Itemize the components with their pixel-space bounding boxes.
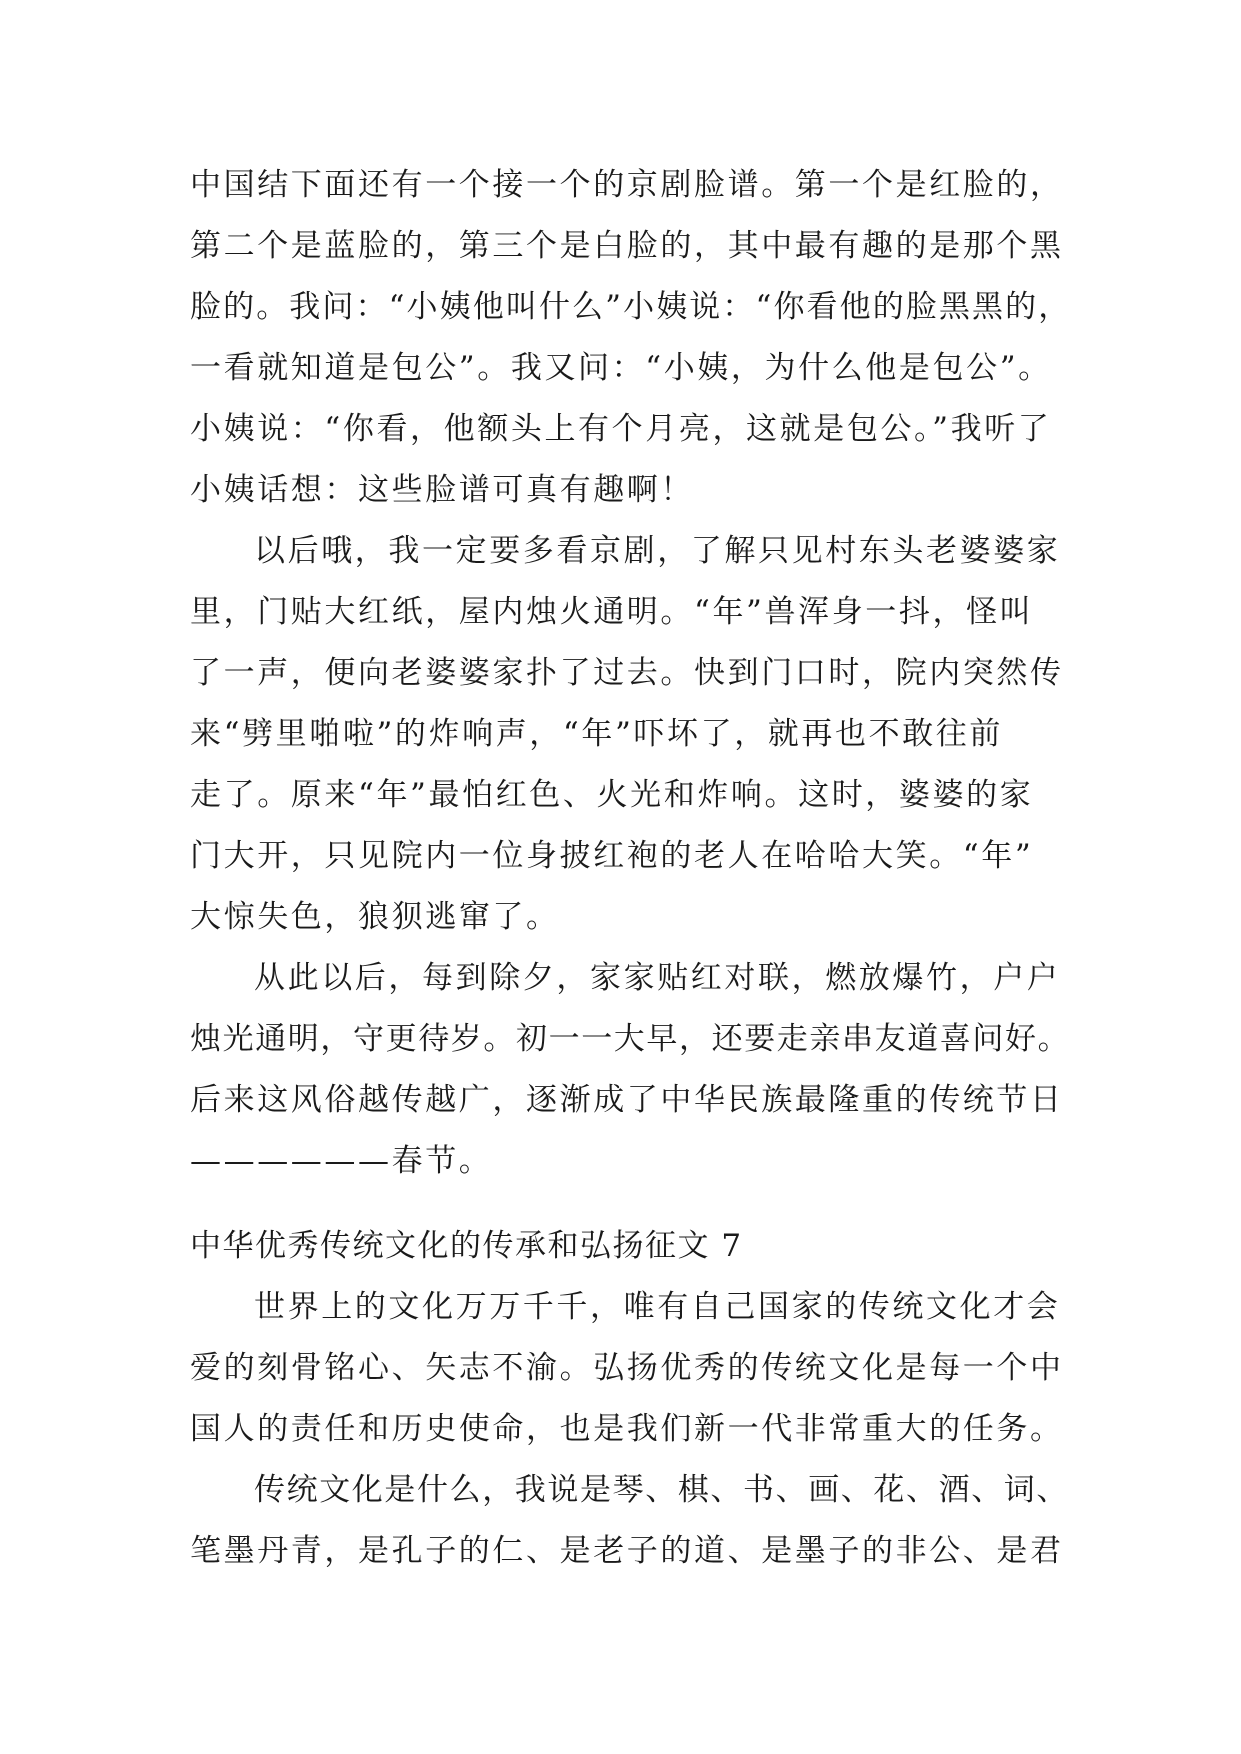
text-line: 了一声，便向老婆婆家扑了过去。快到门口时，院内突然传: [190, 655, 1064, 691]
paragraph-nian-beast: [190, 521, 1070, 948]
paragraph-traditional-culture: [190, 1460, 1070, 1582]
text-line: 走了。原来“年”最怕红色、火光和炸响。这时，婆婆的家: [190, 777, 1034, 813]
essay-heading: [190, 1216, 1070, 1277]
text-line: 从此以后，每到除夕，家家贴红对联，燃放爆竹，户户: [254, 960, 1061, 996]
text-line: 中国结下面还有一个接一个的京剧脸谱。第一个是红脸的，: [190, 167, 1064, 203]
paragraph-face-masks: [190, 155, 1070, 521]
text-line: 第二个是蓝脸的，第三个是白脸的，其中最有趣的是那个黑: [190, 228, 1064, 264]
paragraph-spring-festival: [190, 948, 1070, 1192]
text-line: 笔墨丹青，是孔子的仁、是老子的道、是墨子的非公、是君: [190, 1533, 1064, 1569]
text-line: 世界上的文化万万千千，唯有自己国家的传统文化才会: [254, 1289, 1061, 1325]
text-line: 来“劈里啪啦”的炸响声，“年”吓坏了，就再也不敢往前: [190, 716, 1003, 752]
text-line: 里，门贴大红纸，屋内烛火通明。“年”兽浑身一抖，怪叫: [190, 594, 1034, 630]
text-line: 烛光通明，守更待岁。初一一大早，还要走亲串友道喜问好。: [190, 1021, 1071, 1057]
text-line: 大惊失色，狼狈逃窜了。: [190, 899, 560, 935]
text-line: 小姨说：“你看，他额头上有个月亮，这就是包公。”我听了: [190, 411, 1052, 447]
text-line: 传统文化是什么，我说是琴、棋、书、画、花、酒、词、: [254, 1472, 1069, 1508]
text-line: 脸的。我问：“小姨他叫什么”小姨说：“你看他的脸黑黑的，: [190, 289, 1072, 325]
heading-text: 中华优秀传统文化的传承和弘扬征文 7: [190, 1228, 743, 1264]
text-line: 爱的刻骨铭心、矢志不渝。弘扬优秀的传统文化是每一个中: [190, 1350, 1064, 1386]
text-line: 后来这风俗越传越广，逐渐成了中华民族最隆重的传统节日: [190, 1082, 1064, 1118]
text-line: 门大开，只见院内一位身披红袍的老人在哈哈大笑。“年”: [190, 838, 1034, 874]
text-line: 一看就知道是包公”。我又问：“小姨，为什么他是包公”。: [190, 350, 1052, 386]
paragraph-world-culture: [190, 1277, 1070, 1460]
text-line: 国人的责任和历史使命，也是我们新一代非常重大的任务。: [190, 1411, 1064, 1447]
text-line: ——————春节。: [190, 1143, 493, 1179]
text-line: 以后哦，我一定要多看京剧，了解只见村东头老婆婆家: [254, 533, 1061, 569]
text-line: 小姨话想：这些脸谱可真有趣啊！: [190, 472, 694, 508]
